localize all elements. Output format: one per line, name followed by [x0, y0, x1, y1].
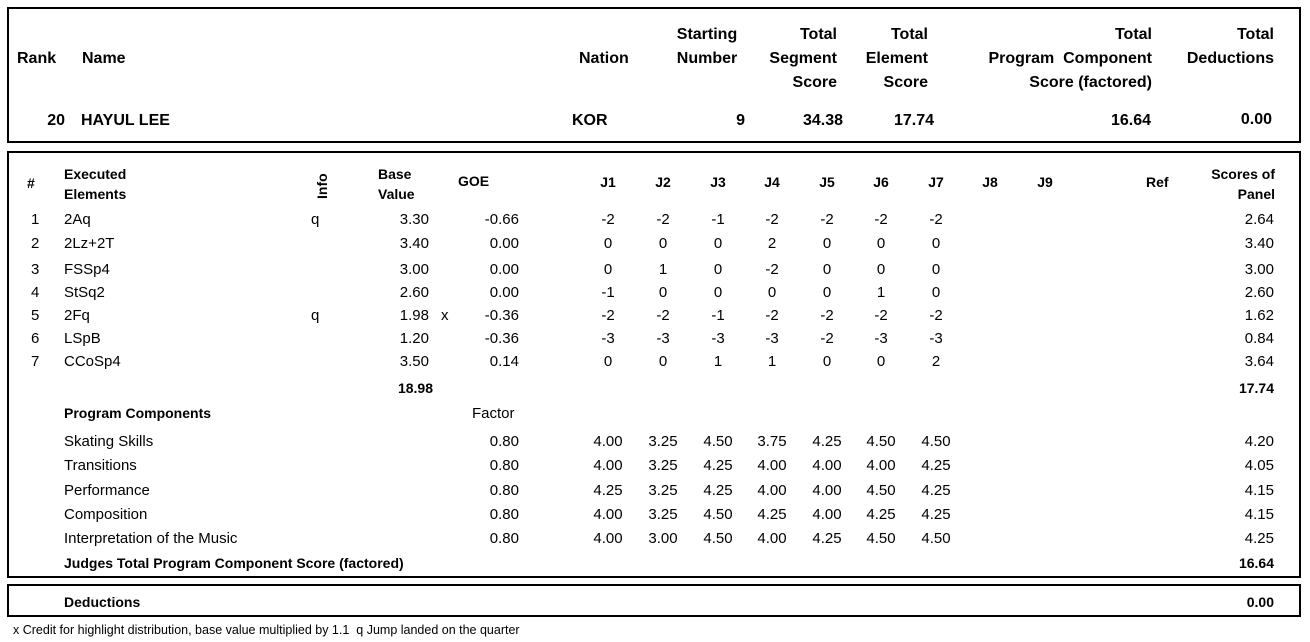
pcs-header: Total Program Component Score (factored): [988, 26, 1152, 91]
component-judge-score: 4.50: [866, 433, 896, 450]
element-judge-score: -2: [874, 307, 888, 324]
element-goe: 0.14: [489, 353, 519, 370]
element-base-value: 2.60: [399, 284, 429, 301]
starting-number-header: Starting Number: [676, 26, 738, 67]
col-j5: J5: [819, 174, 835, 190]
col-j6: J6: [873, 174, 889, 190]
col-j3: J3: [710, 174, 726, 190]
component-judge-score: 4.25: [921, 457, 951, 474]
element-judge-score: 0: [876, 235, 886, 252]
element-panel-score: 0.84: [1244, 330, 1274, 347]
element-base-value: 1.20: [399, 330, 429, 347]
element-goe: -0.36: [484, 330, 519, 347]
component-judge-score: 4.50: [921, 530, 951, 547]
component-factor: 0.80: [489, 482, 519, 499]
element-judge-score: 0: [931, 261, 941, 278]
element-num: 4: [31, 284, 40, 301]
component-judge-score: 4.00: [812, 482, 842, 499]
element-judge-score: 0: [658, 284, 668, 301]
element-judge-score: -3: [874, 330, 888, 347]
element-num: 6: [31, 330, 40, 347]
component-judge-score: 4.25: [866, 506, 896, 523]
component-judge-score: 4.00: [757, 530, 787, 547]
deductions-value: 0.00: [1246, 594, 1274, 610]
element-judge-score: 0: [603, 235, 613, 252]
element-judge-score: -2: [656, 307, 670, 324]
component-judge-score: 4.50: [703, 530, 733, 547]
element-judge-score: -2: [820, 330, 834, 347]
element-judge-score: 2: [767, 235, 777, 252]
component-judge-score: 3.75: [757, 433, 787, 450]
element-num: 2: [31, 235, 40, 252]
col-ref: Ref: [1146, 174, 1169, 190]
element-name: 2Lz+2T: [64, 235, 115, 252]
element-name: 2Fq: [64, 307, 90, 324]
component-name: Composition: [64, 506, 148, 523]
element-judge-score: -2: [601, 211, 615, 228]
element-judge-score: -2: [874, 211, 888, 228]
component-panel-score: 4.15: [1244, 482, 1274, 499]
deductions-label: Deductions: [64, 594, 141, 610]
component-factor: 0.80: [489, 433, 519, 450]
col-executed-elements: Executed Elements: [64, 166, 127, 202]
element-base-value: 3.30: [399, 211, 429, 228]
pcs-total-label: Judges Total Program Component Score (factored): [64, 555, 404, 571]
component-judge-score: 4.50: [703, 506, 733, 523]
component-name: Skating Skills: [64, 433, 154, 450]
element-judge-score: 1: [713, 353, 723, 370]
component-judge-score: 4.25: [757, 506, 787, 523]
element-judge-score: -2: [765, 211, 779, 228]
element-info: q: [311, 211, 320, 228]
panel-elements-total: 17.74: [1238, 380, 1274, 396]
component-judge-score: 4.25: [703, 482, 733, 499]
component-judge-score: 4.25: [593, 482, 623, 499]
component-panel-score: 4.20: [1244, 433, 1274, 450]
col-info: Info: [314, 173, 330, 199]
element-judge-score: -1: [601, 284, 615, 301]
component-judge-score: 4.00: [866, 457, 896, 474]
element-judge-score: 0: [822, 284, 832, 301]
element-judge-score: 1: [876, 284, 886, 301]
skater-starting-number: 9: [736, 112, 745, 129]
footnote-x-text: Credit for highlight distribution, base value multiplied by 1.1: [22, 623, 350, 637]
component-judge-score: 3.00: [648, 530, 678, 547]
element-judge-score: 0: [822, 353, 832, 370]
element-judge-score: 1: [658, 261, 668, 278]
component-judge-score: 4.25: [921, 506, 951, 523]
component-panel-score: 4.25: [1244, 530, 1274, 547]
component-judge-score: 4.00: [593, 433, 623, 450]
tes-header: Total Element Score: [865, 26, 928, 91]
col-j9: J9: [1037, 174, 1053, 190]
rank-header: Rank: [17, 50, 57, 67]
pcs-total-value: 16.64: [1238, 555, 1274, 571]
component-name: Transitions: [64, 457, 137, 474]
element-judge-score: -3: [601, 330, 615, 347]
col-num: #: [27, 175, 35, 191]
skater-tss: 34.38: [802, 112, 843, 129]
col-goe: GOE: [458, 173, 490, 189]
element-judge-score: -2: [929, 307, 943, 324]
element-goe: 0.00: [489, 261, 519, 278]
component-judge-score: 4.50: [866, 530, 896, 547]
col-j8: J8: [982, 174, 998, 190]
footnote-q-text: Jump landed on the quarter: [366, 623, 520, 637]
skater-name: HAYUL LEE: [81, 112, 170, 129]
col-base-value: Base Value: [378, 166, 415, 202]
element-judge-score: -2: [765, 307, 779, 324]
component-judge-score: 4.00: [593, 530, 623, 547]
tss-header: Total Segment Score: [769, 26, 837, 91]
component-judge-score: 4.00: [593, 506, 623, 523]
skater-pcs: 16.64: [1110, 112, 1151, 129]
element-judge-score: 0: [713, 284, 723, 301]
component-factor: 0.80: [489, 457, 519, 474]
element-base-value: 3.00: [399, 261, 429, 278]
element-judge-score: 0: [822, 235, 832, 252]
element-judge-score: -2: [601, 307, 615, 324]
element-panel-score: 1.62: [1244, 307, 1274, 324]
component-judge-score: 4.00: [757, 482, 787, 499]
element-judge-score: 0: [713, 235, 723, 252]
component-judge-score: 4.00: [812, 506, 842, 523]
footnote-q-key: q: [356, 623, 364, 637]
nation-header: Nation: [579, 50, 629, 67]
element-judge-score: -3: [711, 330, 725, 347]
element-name: LSpB: [64, 330, 101, 347]
component-judge-score: 4.25: [703, 457, 733, 474]
element-judge-score: 0: [603, 353, 613, 370]
element-num: 7: [31, 353, 40, 370]
element-judge-score: 0: [876, 353, 886, 370]
component-judge-score: 3.25: [648, 482, 678, 499]
element-judge-score: -2: [929, 211, 943, 228]
element-judge-score: 0: [658, 353, 668, 370]
element-judge-score: -2: [820, 307, 834, 324]
element-panel-score: 2.60: [1244, 284, 1274, 301]
element-highlight-flag: x: [441, 307, 449, 324]
element-judge-score: -1: [711, 211, 725, 228]
footnote-x-key: x: [13, 623, 20, 637]
component-judge-score: 4.50: [703, 433, 733, 450]
col-j1: J1: [600, 174, 616, 190]
element-judge-score: -3: [765, 330, 779, 347]
element-judge-score: 2: [931, 353, 941, 370]
element-judge-score: 0: [822, 261, 832, 278]
component-judge-score: 4.25: [812, 530, 842, 547]
component-judge-score: 4.00: [757, 457, 787, 474]
element-panel-score: 3.00: [1244, 261, 1274, 278]
element-judge-score: 0: [931, 235, 941, 252]
element-judge-score: 0: [713, 261, 723, 278]
element-goe: 0.00: [489, 235, 519, 252]
skater-nation: KOR: [572, 112, 608, 129]
col-j2: J2: [655, 174, 671, 190]
element-num: 5: [31, 307, 40, 324]
component-judge-score: 3.25: [648, 433, 678, 450]
component-judge-score: 4.50: [866, 482, 896, 499]
element-num: 1: [31, 211, 40, 228]
element-name: StSq2: [64, 284, 105, 301]
component-name: Interpretation of the Music: [64, 530, 238, 547]
col-j4: J4: [764, 174, 780, 190]
element-name: FSSp4: [64, 261, 110, 278]
component-factor: 0.80: [489, 506, 519, 523]
element-judge-score: 0: [876, 261, 886, 278]
element-panel-score: 3.64: [1244, 353, 1274, 370]
component-panel-score: 4.15: [1244, 506, 1274, 523]
skater-deductions: 0.00: [1240, 111, 1272, 128]
element-judge-score: 0: [603, 261, 613, 278]
element-judge-score: -3: [929, 330, 943, 347]
component-factor: 0.80: [489, 530, 519, 547]
component-judge-score: 4.25: [921, 482, 951, 499]
element-panel-score: 2.64: [1244, 211, 1274, 228]
component-judge-score: 4.50: [921, 433, 951, 450]
component-judge-score: 3.25: [648, 506, 678, 523]
element-info: q: [311, 307, 320, 324]
skater-rank: 20: [47, 112, 65, 129]
col-scores-of-panel: Scores of Panel: [1211, 166, 1275, 202]
footnote: [13, 623, 520, 637]
component-judge-score: 4.25: [812, 433, 842, 450]
element-goe: 0.00: [489, 284, 519, 301]
element-goe: -0.36: [484, 307, 519, 324]
element-goe: -0.66: [484, 211, 519, 228]
element-num: 3: [31, 261, 40, 278]
factor-label: Factor: [472, 405, 515, 422]
element-base-value: 3.50: [399, 353, 429, 370]
element-judge-score: -2: [765, 261, 779, 278]
element-judge-score: -2: [820, 211, 834, 228]
element-judge-score: -1: [711, 307, 725, 324]
base-value-total: 18.98: [397, 380, 433, 396]
component-judge-score: 3.25: [648, 457, 678, 474]
element-judge-score: -3: [656, 330, 670, 347]
element-judge-score: 1: [767, 353, 777, 370]
element-judge-score: 0: [767, 284, 777, 301]
element-base-value: 1.98: [399, 307, 429, 324]
element-name: 2Aq: [64, 211, 91, 228]
skater-tes: 17.74: [893, 112, 934, 129]
deductions-box: [7, 584, 1301, 617]
component-judge-score: 4.00: [593, 457, 623, 474]
component-panel-score: 4.05: [1244, 457, 1274, 474]
program-components-title: Program Components: [64, 405, 212, 421]
component-name: Performance: [64, 482, 150, 499]
deductions-header: Total Deductions: [1186, 26, 1274, 67]
element-judge-score: -2: [656, 211, 670, 228]
element-judge-score: 0: [931, 284, 941, 301]
name-header: Name: [82, 50, 126, 67]
col-j7: J7: [928, 174, 944, 190]
element-panel-score: 3.40: [1244, 235, 1274, 252]
element-judge-score: 0: [658, 235, 668, 252]
element-base-value: 3.40: [399, 235, 429, 252]
element-name: CCoSp4: [64, 353, 121, 370]
component-judge-score: 4.00: [812, 457, 842, 474]
